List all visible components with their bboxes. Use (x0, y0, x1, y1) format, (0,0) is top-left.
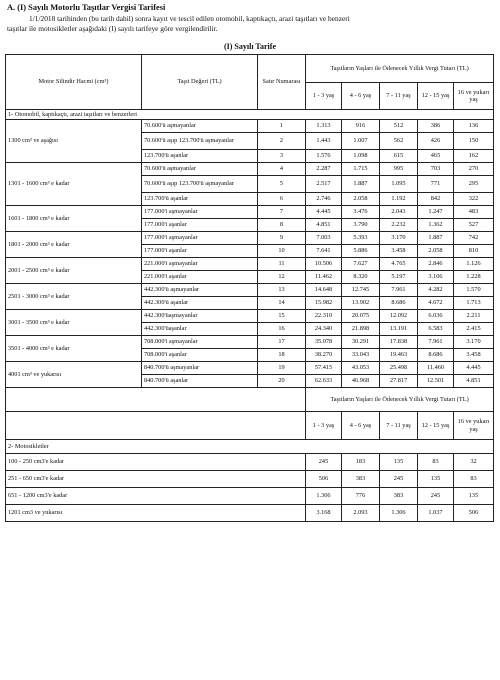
value-cell: 135 (380, 454, 418, 471)
header-yas: 12 - 15 yaş (418, 83, 454, 110)
satir-cell: 2 (258, 133, 306, 150)
motor-cell: 2501 - 3000 cm³ e kadar (6, 284, 142, 310)
value-cell: 3.106 (418, 271, 454, 284)
section-2-label: 2- Motosikletler (6, 440, 494, 454)
satir-cell: 7 (258, 206, 306, 219)
value-cell: 4.765 (380, 258, 418, 271)
value-cell: 742 (454, 232, 494, 245)
section-1-label: 1- Otomobil, kaptıkaçtı, arazi taşıtları ve benzerleri (6, 110, 494, 120)
header-yas-group: Taşıtların Yaşları ile Ödenecek Yıllık Vergi Tutarı (TL) (306, 55, 494, 83)
blank-cell (6, 388, 306, 412)
value-cell: 135 (418, 471, 454, 488)
deger-cell: 70.600'ü aşıp 123.700'ü aşmayanlar (142, 176, 258, 193)
value-cell: 43.053 (342, 362, 380, 375)
table-row (6, 454, 494, 471)
table-row (6, 120, 494, 133)
value-cell: 2.043 (380, 206, 418, 219)
value-cell: 24.340 (306, 323, 342, 336)
value-cell: 2.211 (454, 310, 494, 323)
deger-cell: 708.000'i aşanlar (142, 349, 258, 362)
value-cell: 1.306 (306, 488, 342, 505)
value-cell: 465 (418, 150, 454, 163)
satir-cell: 10 (258, 245, 306, 258)
value-cell: 1.228 (454, 271, 494, 284)
value-cell: 4.672 (418, 297, 454, 310)
value-cell: 2.415 (454, 323, 494, 336)
value-cell: 2.093 (342, 505, 380, 522)
value-cell: 1.362 (418, 219, 454, 232)
value-cell: 8.686 (380, 297, 418, 310)
table-row (6, 488, 494, 505)
satir-cell: 18 (258, 349, 306, 362)
value-cell: 4.445 (306, 206, 342, 219)
motor-cell: 1301 - 1600 cm³ e kadar (6, 163, 142, 206)
value-cell: 2.232 (380, 219, 418, 232)
value-cell: 4.851 (454, 375, 494, 388)
value-cell: 426 (418, 133, 454, 150)
deger-cell: 70.600'ü aşmayanlar (142, 163, 258, 176)
deger-cell: 70.600'ü aşıp 123.700'ü aşmayanlar (142, 133, 258, 150)
header-yas: 16 ve yukarı yaş (454, 83, 494, 110)
satir-cell: 3 (258, 150, 306, 163)
value-cell: 1.313 (306, 120, 342, 133)
value-cell: 7.961 (380, 284, 418, 297)
value-cell: 20.075 (342, 310, 380, 323)
satir-cell: 15 (258, 310, 306, 323)
value-cell: 383 (380, 488, 418, 505)
table-row (6, 310, 494, 323)
value-cell: 8.686 (418, 349, 454, 362)
motor-cell: 3501 - 4000 cm³ e kadar (6, 336, 142, 362)
value-cell: 2.846 (418, 258, 454, 271)
value-cell: 506 (306, 471, 342, 488)
value-cell: 13.902 (342, 297, 380, 310)
value-cell: 3.168 (306, 505, 342, 522)
deger-cell: 177.000'i aşmayanlar (142, 232, 258, 245)
table-caption: (I) Sayılı Tarife (223, 42, 276, 51)
moto-motor-cell: 251 - 650 cm3'e kadar (6, 471, 306, 488)
deger-cell: 840.700'ü aşmayanlar (142, 362, 258, 375)
motor-cell: 3001 - 3500 cm³ e kadar (6, 310, 142, 336)
value-cell: 2.746 (306, 193, 342, 206)
intro-paragraph (7, 14, 493, 34)
value-cell: 1.247 (418, 206, 454, 219)
table-row (6, 284, 494, 297)
value-cell: 295 (454, 176, 494, 193)
satir-cell: 13 (258, 284, 306, 297)
value-cell: 3.458 (380, 245, 418, 258)
value-cell: 135 (454, 488, 494, 505)
value-cell: 1.713 (454, 297, 494, 310)
header-yas: 7 - 11 yaş (380, 83, 418, 110)
value-cell: 4.445 (454, 362, 494, 375)
satir-cell: 8 (258, 219, 306, 232)
header-yas: 12 - 15 yaş (418, 412, 454, 440)
value-cell: 22.310 (306, 310, 342, 323)
deger-cell: 123.700'ü aşanlar (142, 193, 258, 206)
satir-cell: 1 (258, 120, 306, 133)
value-cell: 10.506 (306, 258, 342, 271)
value-cell: 3.458 (454, 349, 494, 362)
table-row (6, 471, 494, 488)
value-cell: 12.745 (342, 284, 380, 297)
value-cell: 527 (454, 219, 494, 232)
value-cell: 1.126 (454, 258, 494, 271)
value-cell: 1.443 (306, 133, 342, 150)
value-cell: 21.898 (342, 323, 380, 336)
deger-cell: 70.600'ü aşmayanlar (142, 120, 258, 133)
satir-cell: 14 (258, 297, 306, 310)
moto-motor-cell: 100 - 250 cm3'e kadar (6, 454, 306, 471)
value-cell: 33.043 (342, 349, 380, 362)
value-cell: 483 (454, 206, 494, 219)
satir-cell: 19 (258, 362, 306, 375)
table-row (6, 258, 494, 271)
value-cell: 12.501 (418, 375, 454, 388)
value-cell: 1.098 (342, 150, 380, 163)
value-cell: 245 (418, 488, 454, 505)
header-yas: 7 - 11 yaş (380, 412, 418, 440)
value-cell: 12.092 (380, 310, 418, 323)
value-cell: 183 (342, 454, 380, 471)
value-cell: 5.197 (380, 271, 418, 284)
deger-cell: 442.300'ü aşanlar (142, 297, 258, 310)
value-cell: 4.851 (306, 219, 342, 232)
value-cell: 615 (380, 150, 418, 163)
value-cell: 162 (454, 150, 494, 163)
value-cell: 995 (380, 163, 418, 176)
value-cell: 1.576 (306, 150, 342, 163)
value-cell: 5.393 (342, 232, 380, 245)
value-cell: 62.633 (306, 375, 342, 388)
value-cell: 2.517 (306, 176, 342, 193)
deger-cell: 442.300'üaşanlar (142, 323, 258, 336)
value-cell: 386 (418, 120, 454, 133)
satir-cell: 4 (258, 163, 306, 176)
deger-cell: 177.000'i aşanlar (142, 219, 258, 232)
table-row (6, 232, 494, 245)
value-cell: 270 (454, 163, 494, 176)
motor-cell: 4001 cm³ ve yukarısı (6, 362, 142, 388)
header-deger: Taşıt Değeri (TL) (142, 55, 258, 110)
value-cell: 14.648 (306, 284, 342, 297)
value-cell: 1.715 (342, 163, 380, 176)
header-row (6, 388, 494, 412)
header-row (6, 55, 494, 83)
header-yas: 4 - 6 yaş (342, 412, 380, 440)
moto-motor-cell: 1201 cm3 ve yukarısı (6, 505, 306, 522)
value-cell: 46.968 (342, 375, 380, 388)
value-cell: 1.037 (418, 505, 454, 522)
satir-cell: 12 (258, 271, 306, 284)
header-yas: 4 - 6 yaş (342, 83, 380, 110)
header-satir: Satır Numarası (258, 55, 306, 110)
table-row (6, 505, 494, 522)
value-cell: 15.982 (306, 297, 342, 310)
satir-cell: 6 (258, 193, 306, 206)
value-cell: 245 (380, 471, 418, 488)
value-cell: 35.078 (306, 336, 342, 349)
motor-cell: 1801 - 2000 cm³ e kadar (6, 232, 142, 258)
value-cell: 17.838 (380, 336, 418, 349)
table-row (6, 163, 494, 176)
value-cell: 2.058 (342, 193, 380, 206)
satir-cell: 5 (258, 176, 306, 193)
header-yas: 1 - 3 yaş (306, 83, 342, 110)
value-cell: 6.583 (418, 323, 454, 336)
value-cell: 38.270 (306, 349, 342, 362)
value-cell: 136 (454, 120, 494, 133)
header-row (6, 412, 494, 440)
value-cell: 1.570 (454, 284, 494, 297)
value-cell: 2.058 (418, 245, 454, 258)
value-cell: 11.460 (418, 362, 454, 375)
intro-line-1: 1/1/2018 tarihinden (bu tarih dahil) sonra kayıt ve tescil edilen otomobil, kaptıkaçtı, arazi taşıtları ve benzeri (29, 14, 350, 23)
value-cell: 4.282 (418, 284, 454, 297)
value-cell: 3.170 (380, 232, 418, 245)
value-cell: 776 (342, 488, 380, 505)
motor-cell: 1300 cm³ ve aşağısı (6, 120, 142, 163)
value-cell: 13.191 (380, 323, 418, 336)
section-row (6, 440, 494, 454)
value-cell: 25.498 (380, 362, 418, 375)
value-cell: 1.887 (418, 232, 454, 245)
value-cell: 3.790 (342, 219, 380, 232)
document-title: A. (I) Sayılı Motorlu Taşıtlar Vergisi Tarifesi (7, 3, 166, 12)
value-cell: 83 (454, 471, 494, 488)
value-cell: 7.961 (418, 336, 454, 349)
value-cell: 916 (342, 120, 380, 133)
value-cell: 27.817 (380, 375, 418, 388)
value-cell: 8.320 (342, 271, 380, 284)
header-yas: 1 - 3 yaş (306, 412, 342, 440)
value-cell: 810 (454, 245, 494, 258)
tariff-table (5, 54, 494, 522)
deger-cell: 442.300'üaşmayanlar (142, 310, 258, 323)
value-cell: 771 (418, 176, 454, 193)
intro-line-2: taşıtlar ile motosikletler aşağıdaki (I) sayılı tarifeye göre vergilendirilir. (7, 24, 218, 33)
value-cell: 57.415 (306, 362, 342, 375)
satir-cell: 9 (258, 232, 306, 245)
header-yas: 16 ve yukarı yaş (454, 412, 494, 440)
deger-cell: 708.000'i aşmayanlar (142, 336, 258, 349)
value-cell: 83 (418, 454, 454, 471)
value-cell: 19.463 (380, 349, 418, 362)
value-cell: 150 (454, 133, 494, 150)
value-cell: 7.641 (306, 245, 342, 258)
value-cell: 32 (454, 454, 494, 471)
value-cell: 842 (418, 193, 454, 206)
value-cell: 383 (342, 471, 380, 488)
satir-cell: 16 (258, 323, 306, 336)
table-row (6, 206, 494, 219)
deger-cell: 177.000'i aşanlar (142, 245, 258, 258)
value-cell: 11.462 (306, 271, 342, 284)
blank-cell (6, 412, 306, 440)
value-cell: 322 (454, 193, 494, 206)
value-cell: 1.095 (380, 176, 418, 193)
value-cell: 562 (380, 133, 418, 150)
value-cell: 30.291 (342, 336, 380, 349)
header-motor: Motor Silindir Hacmi (cm³) (6, 55, 142, 110)
value-cell: 506 (454, 505, 494, 522)
value-cell: 3.170 (454, 336, 494, 349)
satir-cell: 11 (258, 258, 306, 271)
header-yas-group: Taşıtların Yaşları ile Ödenecek Yıllık Vergi Tutarı (TL) (306, 388, 494, 412)
value-cell: 703 (418, 163, 454, 176)
value-cell: 7.627 (342, 258, 380, 271)
deger-cell: 177.000'i aşmayanlar (142, 206, 258, 219)
table-row (6, 362, 494, 375)
value-cell: 7.003 (306, 232, 342, 245)
satir-cell: 20 (258, 375, 306, 388)
moto-motor-cell: 651 - 1200 cm3'e kadar (6, 488, 306, 505)
value-cell: 1.192 (380, 193, 418, 206)
value-cell: 512 (380, 120, 418, 133)
deger-cell: 221.000'i aşanlar (142, 271, 258, 284)
section-row (6, 110, 494, 120)
value-cell: 245 (306, 454, 342, 471)
value-cell: 1.007 (342, 133, 380, 150)
deger-cell: 123.700'ü aşanlar (142, 150, 258, 163)
value-cell: 1.306 (380, 505, 418, 522)
motor-cell: 1601 - 1800 cm³ e kadar (6, 206, 142, 232)
deger-cell: 221.000'i aşmayanlar (142, 258, 258, 271)
value-cell: 1.887 (342, 176, 380, 193)
deger-cell: 442.300'ü aşmayanlar (142, 284, 258, 297)
value-cell: 3.476 (342, 206, 380, 219)
value-cell: 2.287 (306, 163, 342, 176)
motor-cell: 2001 - 2500 cm³ e kadar (6, 258, 142, 284)
value-cell: 6.036 (418, 310, 454, 323)
satir-cell: 17 (258, 336, 306, 349)
deger-cell: 840.700'ü aşanlar (142, 375, 258, 388)
table-row (6, 336, 494, 349)
value-cell: 5.886 (342, 245, 380, 258)
